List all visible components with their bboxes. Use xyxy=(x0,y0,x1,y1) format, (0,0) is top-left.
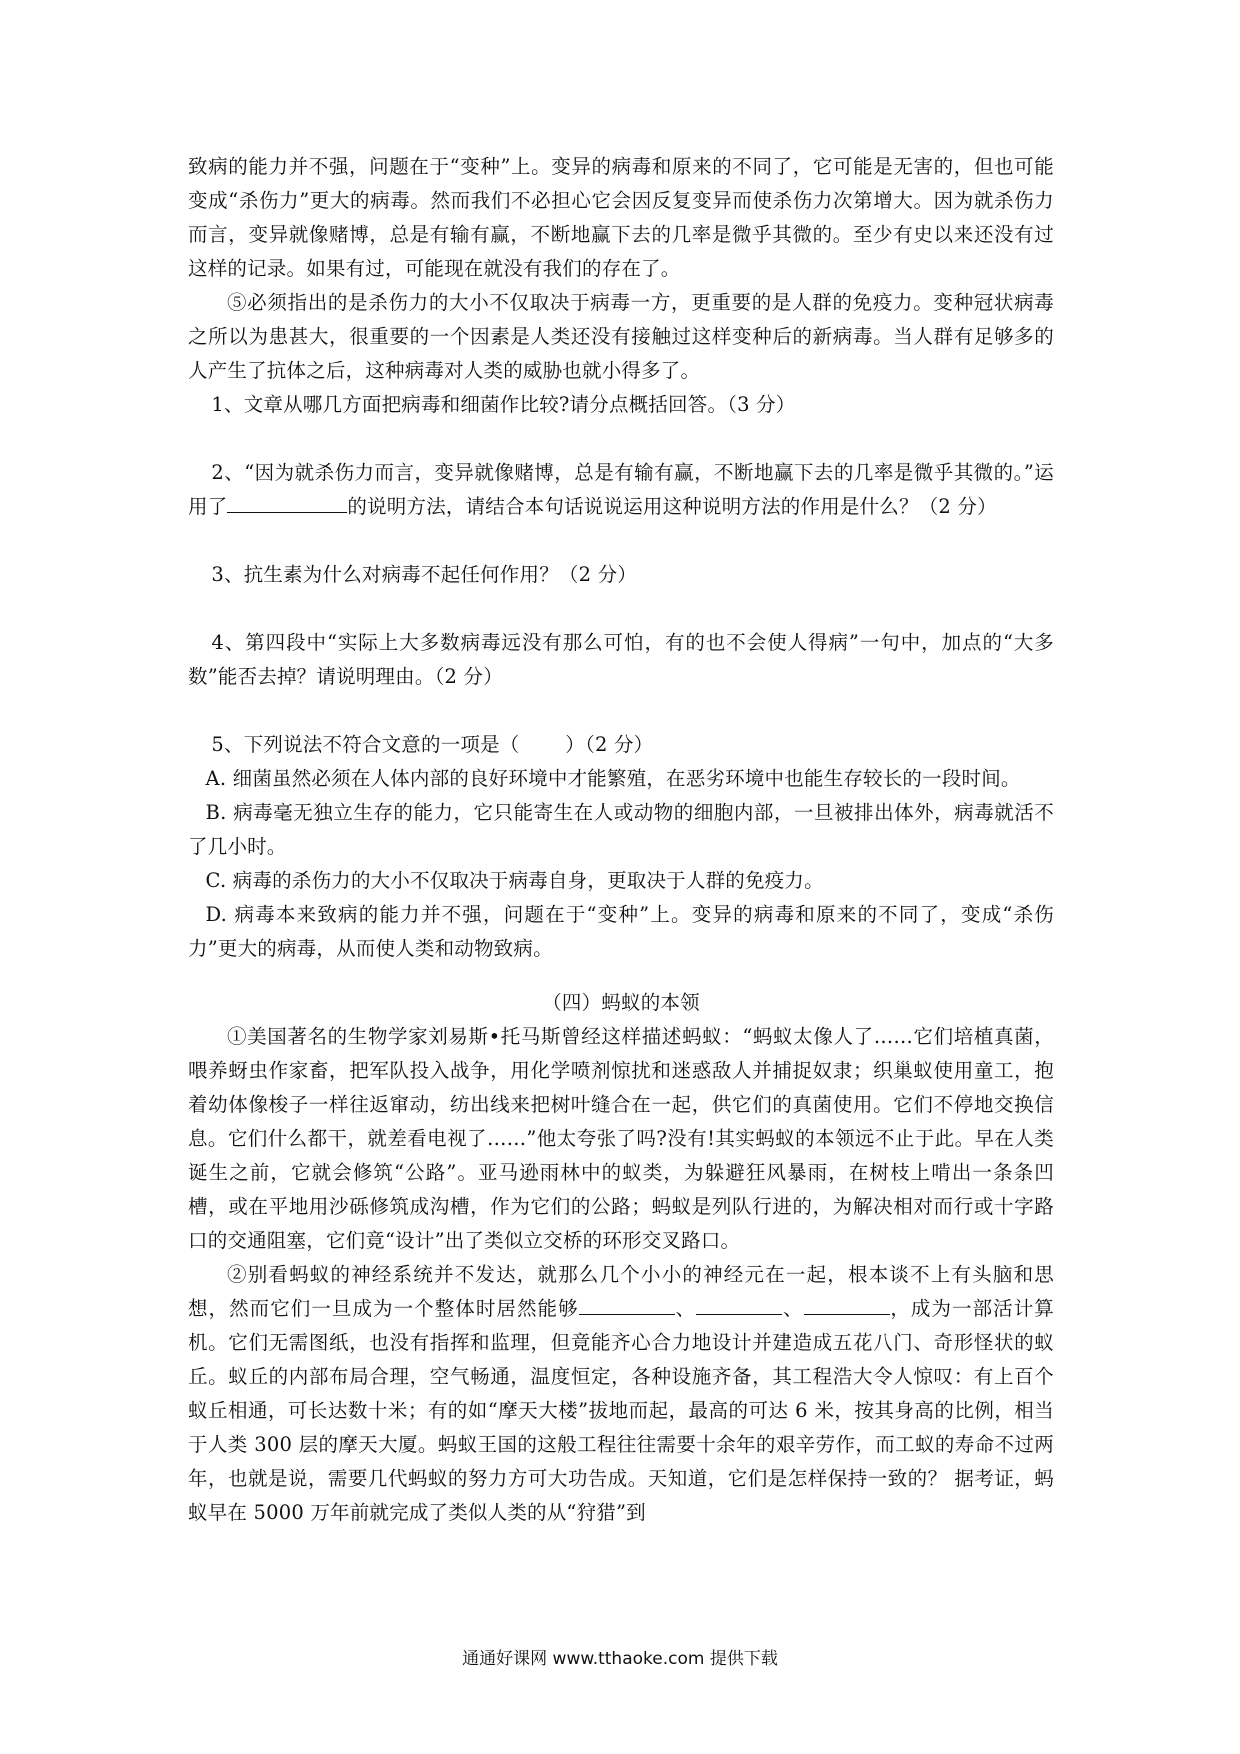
passage4-paragraph1: ①美国著名的生物学家刘易斯•托马斯曾经这样描述蚂蚁：“蚂蚁太像人了……它们培植真菌，喂养蚜虫作家畜，把军队投入战争，用化学喷剂惊扰和迷惑敌人并捕捉奴隶；织巢蚁使用童工，抱着幼体像梭子一样往返窜动，纺出线来把树叶缝合在一起，供它们的真菌使用。它们不停地交换信息。它们什么都干，就差看电视了……”他太夸张了吗?没有!其实蚂蚁的本领远不止于此。早在人类诞生之前，它就会修筑“公路”。亚马逊雨林中的蚁类，为躲避狂风暴雨，在树枝上啃出一条条凹槽，或在平地用沙砾修筑成沟槽，作为它们的公路；蚂蚁是列队行进的，为解决相对而行或十字路口的交通阻塞，它们竟“设计”出了类似立交桥的环形交叉路口。 xyxy=(188,1025,1054,1252)
passage4-paragraph2-text-a: ②别看蚂蚁的神经系统并不发达，就那么几个小小的神经元在一起，根本谈不上有头脑和思想，然而它们一旦成为一个整体时居然能够 xyxy=(188,1263,1054,1320)
page-footer: 通通好课网 www.tthaoke.com 提供下载 xyxy=(462,1649,778,1669)
question-4: 4、第四段中“实际上大多数病毒远没有那么可怕，有的也不会使人得病”一句中，加点的“大多数”能否去掉？请说明理由。（2 分） xyxy=(188,631,1054,688)
blank-separator-1: 、 xyxy=(674,1297,697,1320)
question-1: 1、文章从哪几方面把病毒和细菌作比较?请分点概括回答。（3 分） xyxy=(211,393,796,416)
fill-blank-2[interactable] xyxy=(696,1292,782,1315)
question-5-option-b: B. 病毒毫无独立生存的能力，它只能寄生在人或动物的细胞内部，一旦被排出体外，病毒就活不了几小时。 xyxy=(188,801,1054,858)
fill-blank-3[interactable] xyxy=(804,1292,890,1315)
passage4-paragraph2-text-b: ，成为一部活计算机。它们无需图纸，也没有指挥和监理，但竟能齐心合力地设计并建造成五花八门、奇形怪状的蚁丘。蚁丘的内部布局合理，空气畅通，温度恒定，各种设施齐备，其工程浩大令人惊叹：有上百个蚁丘相通，可长达数十米；有的如“摩天大楼”拔地而起，最高的可达 6 米，按其身高的比例，相当于人类 300 层的摩天大厦。蚂蚁王国的这般工程往往需要十余年的艰辛劳作，而工蚁的寿命不过两年，也就是说，需要几代蚂蚁的努力方可大功告成。天知道，它们是怎样保持一致的？ 据考证，蚂蚁早在 5000 万年前就完成了类似人类的从“狩猎”到 xyxy=(188,1297,1054,1524)
question-5-option-c: C. 病毒的杀伤力的大小不仅取决于病毒自身，更取决于人群的免疫力。 xyxy=(205,869,824,892)
question-2 xyxy=(188,456,1054,524)
question-5-option-a: A. 细菌虽然必须在人体内部的良好环境中才能繁殖，在恶劣环境中也能生存较长的一段时间。 xyxy=(205,767,1021,790)
question-5-option-d: D. 病毒本来致病的能力并不强，问题在于“变种”上。变异的病毒和原来的不同了，变成“杀伤力”更大的病毒，从而使人类和动物致病。 xyxy=(188,903,1054,960)
fill-blank-1[interactable] xyxy=(579,1292,675,1315)
question-3: 3、抗生素为什么对病毒不起任何作用？（2 分） xyxy=(211,563,638,586)
passage4-title: （四）蚂蚁的本领 xyxy=(542,991,700,1014)
passage3-paragraph4-tail: 致病的能力并不强，问题在于“变种”上。变异的病毒和原来的不同了，它可能是无害的，但也可能变成“杀伤力”更大的病毒。然而我们不必担心它会因反复变异而使杀伤力次第增大。因为就杀伤力而言，变异就像赌博，总是有输有赢，不断地赢下去的几率是微乎其微的。至少有史以来还没有过这样的记录。如果有过，可能现在就没有我们的存在了。 xyxy=(188,155,1054,280)
passage4-paragraph2 xyxy=(188,1258,1054,1530)
question-5: 5、下列说法不符合文意的一项是（ ）（2 分） xyxy=(211,733,654,756)
blank-separator-2: 、 xyxy=(782,1297,804,1320)
passage3-paragraph5: ⑤必须指出的是杀伤力的大小不仅取决于病毒一方，更重要的是人群的免疫力。变种冠状病毒之所以为患甚大，很重要的一个因素是人类还没有接触过这样变种后的新病毒。当人群有足够多的人产生了抗体之后，这种病毒对人类的威胁也就小得多了。 xyxy=(188,291,1054,382)
question-2-answer-blank[interactable] xyxy=(227,490,347,513)
question-2-text-b: 的说明方法，请结合本句话说说运用这种说明方法的作用是什么？（2 分） xyxy=(347,495,997,518)
page-content xyxy=(188,150,1054,1530)
question-2-text-a: 2、“因为就杀伤力而言，变异就像赌博，总是有输有赢，不断地赢下去的几率是微乎其微的。”运用了 xyxy=(188,461,1054,518)
